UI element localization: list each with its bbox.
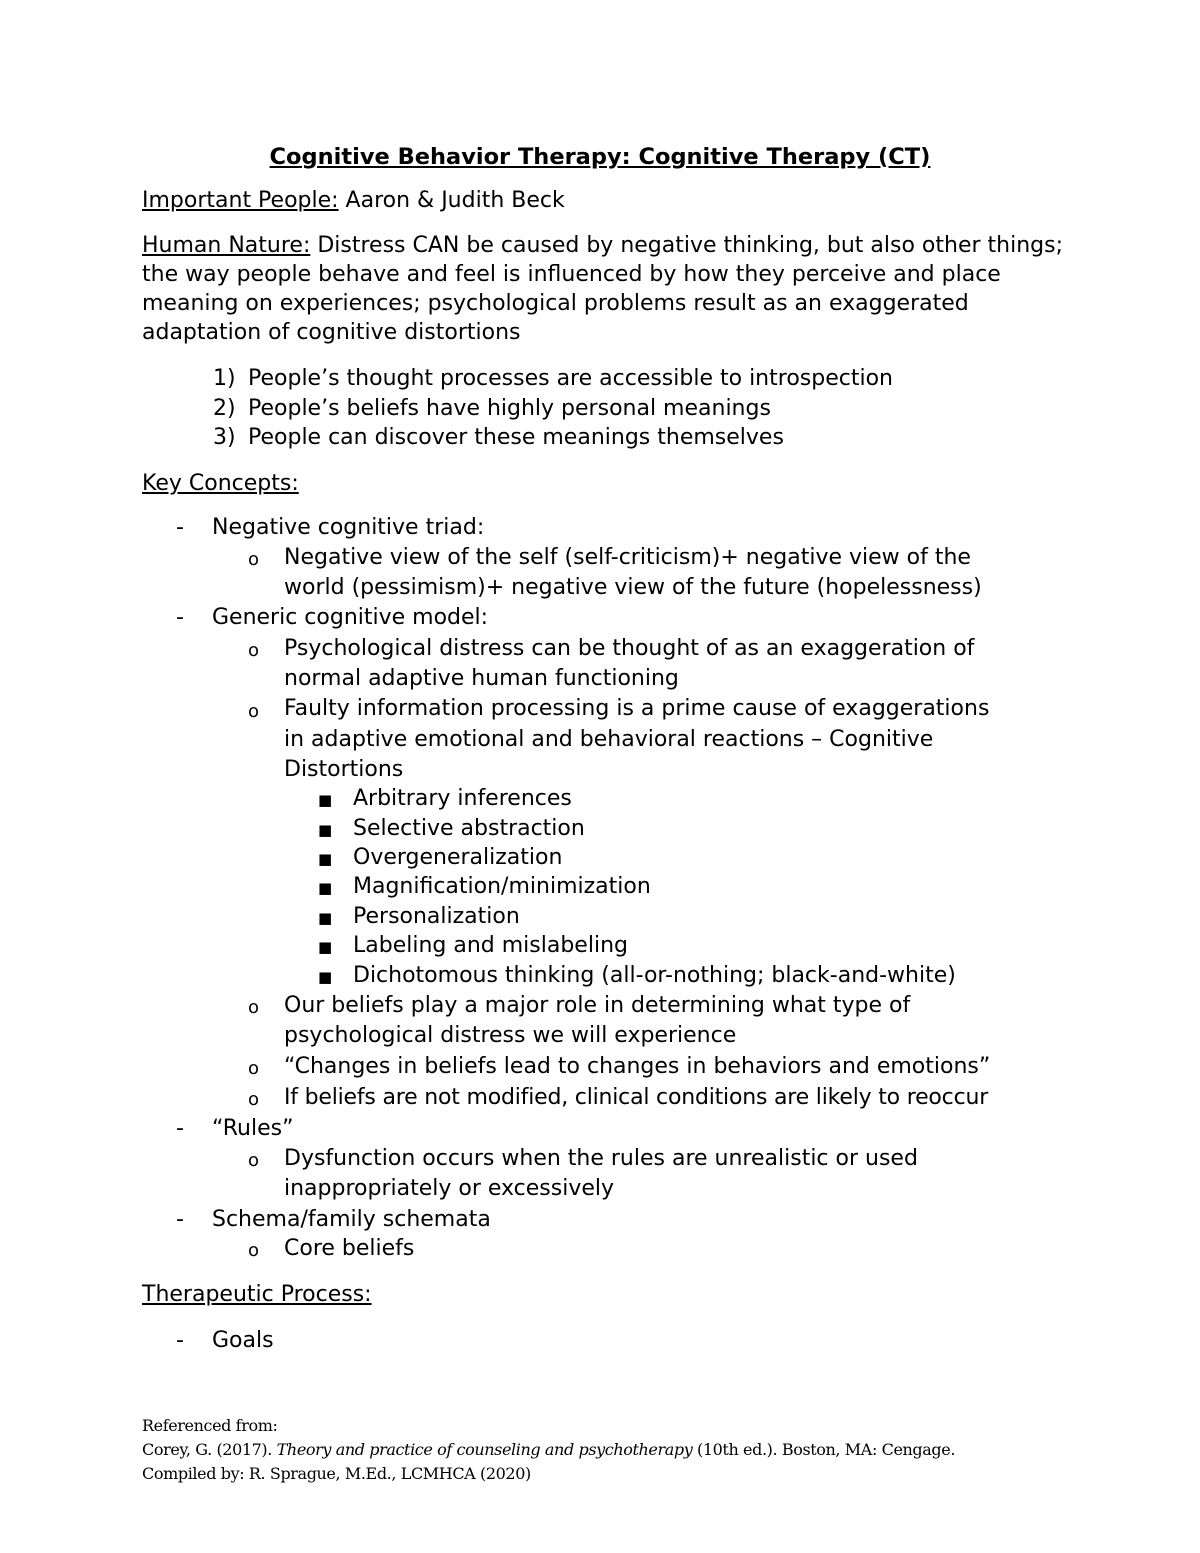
square-bullet: ■ bbox=[318, 879, 333, 897]
page-title: Cognitive Behavior Therapy: Cognitive Therapy (CT) bbox=[269, 144, 931, 170]
dash-bullet: - bbox=[176, 1116, 184, 1141]
distortion-item: Magnification/minimization bbox=[353, 874, 651, 899]
distortion-item: Labeling and mislabeling bbox=[353, 933, 628, 958]
circle-bullet: o bbox=[248, 1150, 260, 1171]
model-line: normal adaptive human functioning bbox=[284, 666, 679, 691]
item-text: People can discover these meanings themselves bbox=[248, 425, 784, 450]
human-nature bbox=[142, 231, 1072, 347]
rules-line: inappropriately or excessively bbox=[284, 1176, 615, 1201]
reference-footer bbox=[142, 1414, 955, 1486]
schema-line: Core beliefs bbox=[284, 1236, 415, 1261]
circle-bullet: o bbox=[248, 1240, 260, 1261]
model-line: psychological distress we will experience bbox=[284, 1023, 737, 1048]
square-bullet: ■ bbox=[318, 938, 333, 956]
rules-label: “Rules” bbox=[212, 1116, 294, 1141]
item-text: People’s thought processes are accessible to introspection bbox=[248, 366, 893, 391]
therapeutic-heading: Therapeutic Process: bbox=[142, 1282, 372, 1307]
item-number: 2) bbox=[213, 396, 236, 421]
circle-bullet: o bbox=[248, 1058, 260, 1079]
item-number: 1) bbox=[213, 366, 236, 391]
model-line: Distortions bbox=[284, 757, 404, 782]
circle-bullet: o bbox=[248, 1089, 260, 1110]
triad-line: Negative view of the self (self-criticism)+ negative view of the bbox=[284, 545, 971, 570]
model-label: Generic cognitive model: bbox=[212, 605, 489, 630]
rules-line: Dysfunction occurs when the rules are unrealistic or used bbox=[284, 1146, 918, 1171]
important-people-label: Important People: bbox=[142, 188, 339, 213]
distortion-item: Dichotomous thinking (all-or-nothing; black-and-white) bbox=[353, 963, 956, 988]
square-bullet: ■ bbox=[318, 968, 333, 986]
footer-citation bbox=[142, 1438, 955, 1462]
footer-line: Referenced from: bbox=[142, 1416, 278, 1435]
distortion-item: Arbitrary inferences bbox=[353, 786, 572, 811]
important-people bbox=[142, 186, 1072, 215]
footer-line: Compiled by: R. Sprague, M.Ed., LCMHCA (2020) bbox=[142, 1464, 531, 1483]
dash-bullet: - bbox=[176, 1207, 184, 1232]
item-number: 3) bbox=[213, 425, 236, 450]
dash-bullet: - bbox=[176, 605, 184, 630]
model-line: Our beliefs play a major role in determining what type of bbox=[284, 993, 911, 1018]
important-people-value: Aaron & Judith Beck bbox=[338, 188, 565, 213]
square-bullet: ■ bbox=[318, 850, 333, 868]
distortion-item: Selective abstraction bbox=[353, 816, 585, 841]
key-concepts-heading: Key Concepts: bbox=[142, 471, 299, 496]
goals-label: Goals bbox=[212, 1328, 274, 1353]
dash-bullet: - bbox=[176, 515, 184, 540]
citation-book-title: Theory and practice of counseling and psychotherapy bbox=[276, 1440, 693, 1459]
model-line: Psychological distress can be thought of as an exaggeration of bbox=[284, 636, 975, 661]
item-text: People’s beliefs have highly personal meanings bbox=[248, 396, 771, 421]
citation-publisher: (10th ed.). Boston, MA: Cengage. bbox=[692, 1440, 956, 1459]
circle-bullet: o bbox=[248, 997, 260, 1018]
distortion-item: Personalization bbox=[353, 904, 520, 929]
schema-label: Schema/family schemata bbox=[212, 1207, 491, 1232]
square-bullet: ■ bbox=[318, 909, 333, 927]
human-nature-text: Distress CAN be caused by negative thinking, but also other things; the way people behave and feel is influenced by how they perceive and place meaning on experiences; psychological problems result as an exaggerated adaptation of cognitive distortions bbox=[142, 233, 1063, 345]
circle-bullet: o bbox=[248, 549, 260, 570]
square-bullet: ■ bbox=[318, 821, 333, 839]
triad-label: Negative cognitive triad: bbox=[212, 515, 485, 540]
model-line: If beliefs are not modified, clinical conditions are likely to reoccur bbox=[284, 1085, 989, 1110]
citation-author: Corey, G. (2017). bbox=[142, 1440, 277, 1459]
triad-line: world (pessimism)+ negative view of the future (hopelessness) bbox=[284, 575, 982, 600]
square-bullet: ■ bbox=[318, 791, 333, 809]
dash-bullet: - bbox=[176, 1328, 184, 1353]
distortion-item: Overgeneralization bbox=[353, 845, 563, 870]
model-line: in adaptive emotional and behavioral reactions – Cognitive bbox=[284, 727, 934, 752]
model-line: “Changes in beliefs lead to changes in behaviors and emotions” bbox=[284, 1054, 991, 1079]
circle-bullet: o bbox=[248, 640, 260, 661]
model-line: Faulty information processing is a prime cause of exaggerations bbox=[284, 696, 990, 721]
circle-bullet: o bbox=[248, 701, 260, 722]
human-nature-label: Human Nature: bbox=[142, 233, 311, 258]
